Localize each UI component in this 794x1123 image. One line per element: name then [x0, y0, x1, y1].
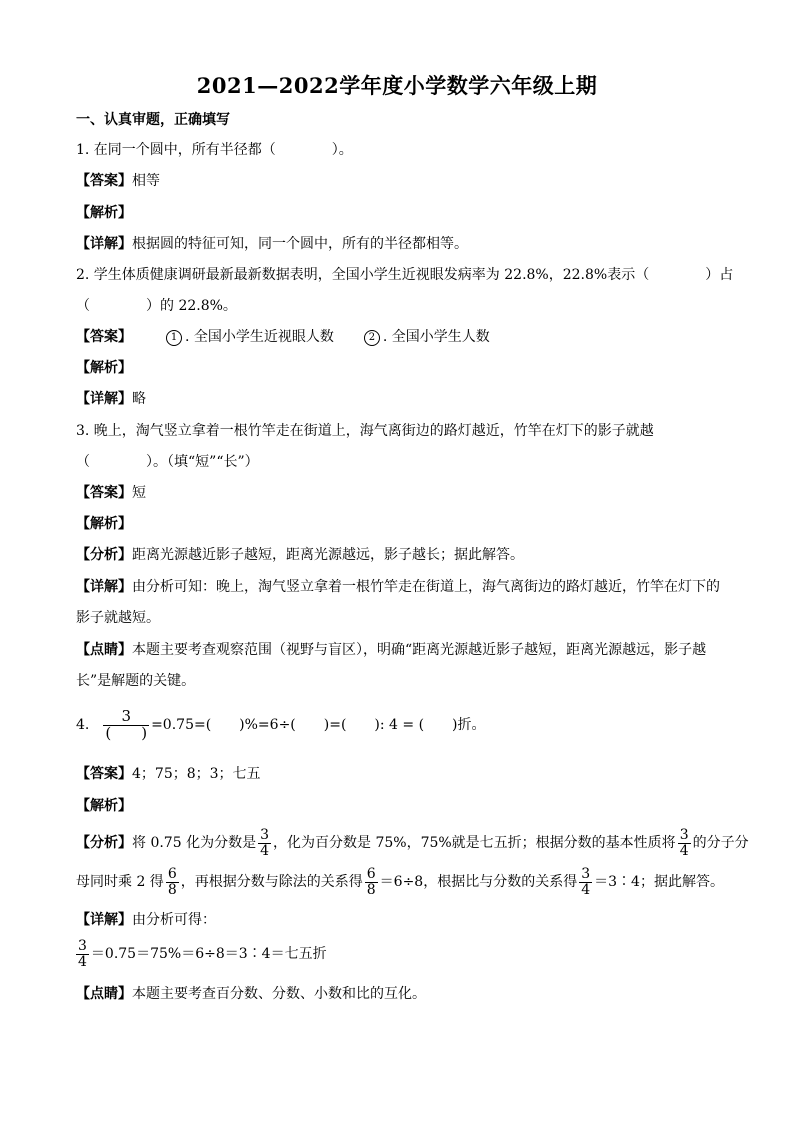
fraction-numerator: 3 [121, 706, 131, 725]
analysis-text: 将 0.75 化为分数是 [132, 835, 257, 851]
fraction [678, 828, 691, 858]
detail-text: 略 [132, 391, 146, 407]
detail-tag: 【详解】 [76, 391, 132, 407]
tip-3-line-2: 长”是解题的关键。 [76, 673, 196, 689]
fraction [76, 939, 89, 969]
fraction-denominator: 8 [167, 881, 177, 898]
analysis-sub-tag: 【分析】 [76, 835, 132, 851]
tip-tag: 【点睛】 [76, 642, 132, 658]
detail-tag: 【详解】 [76, 236, 132, 252]
detail-4-equation [76, 934, 327, 974]
question-number: 4. [76, 717, 90, 733]
analysis-text: 母同时乘 2 得 [76, 874, 164, 890]
fraction-numerator: 6 [366, 865, 376, 882]
question-1: 1. 在同一个圆中，所有半径都（ ）。 [76, 142, 353, 158]
question-3-line-1: 3. 晚上，淘气竖立拿着一根竹竿走在街道上，海气离街边的路灯越近，竹竿在灯下的影子就越 [76, 423, 654, 439]
answer-tag: 【答案】 [76, 766, 132, 782]
question-2-line-1: 2. 学生体质健康调研最新最新数据表明，全国小学生近视眼发病率为 22.8%，22.8%表示（ ）占 [76, 267, 734, 283]
fraction-numerator: 6 [167, 865, 177, 882]
question-4 [76, 703, 486, 747]
detail-1 [76, 234, 468, 254]
detail-4 [76, 910, 216, 930]
tip-text: 本题主要考查百分数、分数、小数和比的互化。 [132, 986, 426, 1002]
equation-text: ＝0.75＝75%＝6÷8＝3∶4＝七五折 [90, 946, 327, 962]
answer-text-1: . 全国小学生近视眼人数 [185, 329, 334, 345]
answer-tag: 【答案】 [76, 173, 132, 189]
question-3-line-2: （ ）。（填“短”“长”） [76, 454, 259, 470]
fraction-numerator: 3 [581, 865, 591, 882]
answer-text-2: . 全国小学生人数 [382, 329, 490, 345]
answer-tag: 【答案】 [76, 329, 132, 345]
tip-4 [76, 984, 426, 1004]
detail-text: 由分析可得： [132, 912, 216, 928]
detail-text: 根据圆的特征可知，同一个圆中，所有的半径都相等。 [132, 236, 468, 252]
detail-3-line-2: 影子就越短。 [76, 610, 160, 626]
analysis-tag-1: 【解析】 [76, 205, 132, 221]
detail-text: 由分析可知：晚上，淘气竖立拿着一根竹竿走在街道上，海气离街边的路灯越近，竹竿在灯下的 [132, 579, 720, 595]
detail-tag: 【详解】 [76, 579, 132, 595]
answer-4 [76, 764, 261, 784]
analysis-4-line-1 [76, 823, 749, 863]
fraction [258, 828, 271, 858]
fraction [579, 867, 592, 897]
answer-2 [76, 327, 490, 347]
fraction-denominator: 4 [78, 953, 87, 970]
analysis-text: ，再根据分数与除法的关系得 [180, 874, 363, 890]
detail-tag: 【详解】 [76, 912, 132, 928]
analysis-tag-3: 【解析】 [76, 516, 132, 532]
answer-text: 4；75；8；3；七五 [132, 766, 261, 782]
detail-3-line-1 [76, 577, 720, 597]
fraction [103, 706, 149, 742]
section-heading: 一、认真审题，正确填写 [76, 112, 230, 128]
fraction-denominator: 4 [260, 842, 269, 859]
analysis-tag-2: 【解析】 [76, 360, 132, 376]
analysis-text: 距离光源越近影子越短，距离光源越远，影子越长；据此解答。 [132, 547, 524, 563]
question-text: =0.75=( )%=6÷( )=( ): 4 = ( )折。 [151, 717, 486, 733]
circled-number-2: 2 [364, 330, 380, 346]
answer-1 [76, 171, 160, 191]
fraction-numerator: 3 [78, 937, 87, 954]
answer-text: 短 [132, 485, 146, 501]
analysis-3 [76, 545, 524, 565]
answer-3 [76, 483, 146, 503]
question-2-line-2: （ ）的 22.8%。 [76, 298, 237, 314]
answer-text: 相等 [132, 173, 160, 189]
fraction-denominator: ( ) [105, 723, 148, 742]
fraction-denominator: 4 [679, 842, 689, 859]
analysis-text: ＝6÷8，根据比与分数的关系得 [379, 874, 578, 890]
answer-tag: 【答案】 [76, 485, 132, 501]
analysis-text: ，化为百分数是 75%，75%就是七五折；根据分数的基本性质将 [273, 835, 676, 851]
tip-text: 本题主要考查观察范围（视野与盲区），明确“距离光源越近影子越短，距离光源越远，影子越 [132, 642, 707, 658]
analysis-sub-tag: 【分析】 [76, 547, 132, 563]
fraction-numerator: 3 [260, 826, 269, 843]
analysis-text: ＝3∶4；据此解答。 [594, 874, 724, 890]
analysis-text: 的分子分 [692, 835, 749, 851]
analysis-tag-4: 【解析】 [76, 798, 132, 814]
fraction [365, 867, 378, 897]
analysis-4-line-2 [76, 862, 724, 902]
fraction-denominator: 8 [366, 881, 376, 898]
fraction-numerator: 3 [679, 826, 689, 843]
detail-2 [76, 389, 146, 409]
tip-tag: 【点睛】 [76, 986, 132, 1002]
page-title: 2021—2022学年度小学数学六年级上期 [196, 73, 598, 98]
fraction [166, 867, 179, 897]
circled-number-1: 1 [166, 330, 182, 346]
tip-3-line-1 [76, 640, 706, 660]
fraction-denominator: 4 [581, 881, 591, 898]
